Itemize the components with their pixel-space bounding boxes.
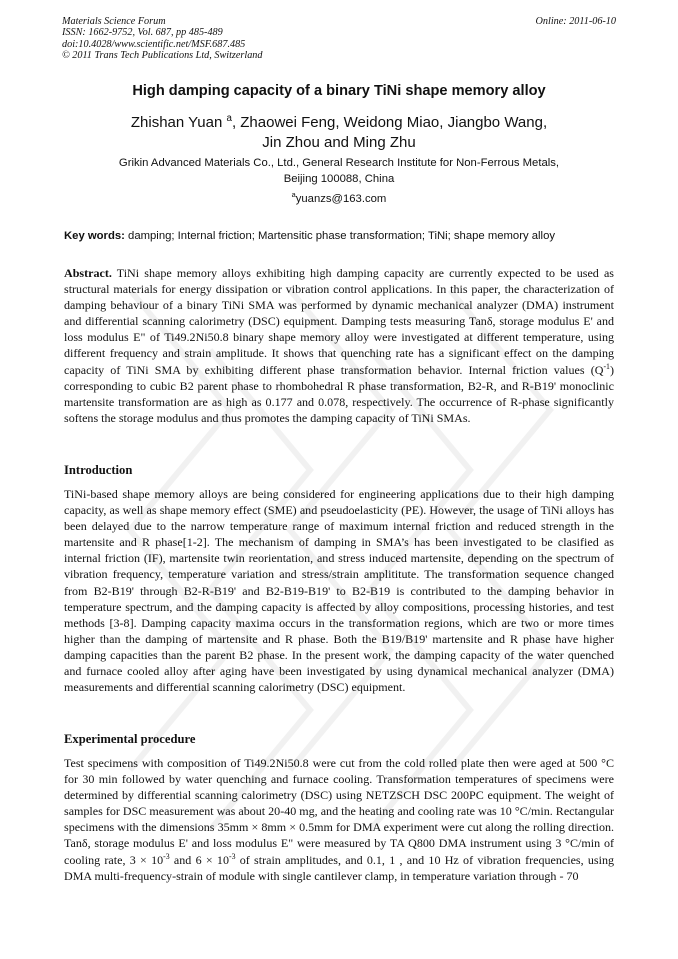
strain-exponent-1: -3 (163, 851, 170, 861)
author-marker: a (226, 113, 232, 124)
section-heading-experimental: Experimental procedure (64, 732, 196, 746)
online-date: Online: 2011-06-10 (535, 16, 616, 27)
experimental-text-1: Test specimens with composition of Ti49.2Ni50.8 were cut from the cold rolled plate then were aged at 500 °C for 30 min followed by water quenching and furnace cooling. Transformation temperatures of specimens were determined by differential scanning calorimetry (DSC) using NETZSCH DSC 200PC equipment. The weight of samples for DSC measurement was about 20-40 mg, and the heating and cooling rate was 10 °C/min. Rectangular specimens with the dimensions 35mm × 8mm × 0.5mm for DMA experiment were cut along the rolling direction. Tanδ, storage modulus E' and loss modulus E" were measured by TA Q800 DMA instrument using 3 °C/min of cooling rate, 3 × 10 (64, 756, 614, 867)
experimental-text-3: of strain amplitudes, and 0.1, 1 , and 10 Hz of vibration frequencies, using DMA multi-frequency-strain of module with single cantilever clamp, in temperature variation through - 70 (64, 852, 614, 883)
introduction-paragraph: TiNi-based shape memory alloys are being considered for engineering applications due to their high damping capacity, as well as shape memory effect (SME) and pseudoelasticity (PE). However, the usage of TiNi alloys has been delayed due to the narrow temperature range of maximum internal friction and reduced strength in the martensite and R phase[1-2]. The mechanism of damping in SMA’s has been investigated to be clasified as internal friction (IF), martensite twin reorientation, and stress induced martensite, depending on the spectrum of vibration frequency, temperature variation and stress/strain amplititute. The transformation sequence changed from B2-B19' through B2-R-B19' and B2-B19-B19' to B2-B19 is contributed to the damping behavior in temperature spectrum, and the damping capacity is affected by alloy compositions, processing histories, and test methods [3-8]. Damping capacity maxima occurs in the transformation regions, which are two or more times higher than the damping of martensite and R phase. Both the B19/B19' martensite and R phase have higher damping capacities than the parent B2 phase. In the present work, the damping capacity of the water quenched and furnace cooled alloy after aging have been investigated by using dynamical mechanical analyzer (DMA) measurements and differential scanning calorimetry (DSC) equipment. (64, 487, 614, 695)
affiliation-line-2: Beijing 100088, China (283, 172, 395, 185)
section-heading-introduction: Introduction (64, 463, 133, 477)
keywords (64, 229, 624, 244)
author-rest: , Zhaowei Feng, Weidong Miao, Jiangbo Wang, (231, 114, 548, 131)
author-first: Zhishan Yuan (130, 114, 227, 131)
keywords-label: Key words: (64, 230, 125, 242)
experimental-paragraph (64, 755, 614, 884)
abstract (64, 265, 614, 426)
abstract-text-2: ) corresponding to cubic B2 parent phase to rhombohedral R phase transformation, B2-R, and R-B19' monoclinic martensite transformation are as high as 0.177 and 0.078, respectively. The occurrence of R-phase significantly softens the storage modulus and thus promotes the damping capacity of TiNi SMAs. (64, 362, 614, 425)
abstract-label: Abstract. (64, 266, 112, 280)
experimental-text-2: and 6 × 10 (169, 852, 229, 867)
journal-name: Materials Science Forum (62, 16, 166, 27)
author-email (60, 191, 618, 207)
copyright-line: © 2011 Trans Tech Publications Ltd, Switzerland (62, 49, 263, 61)
paper-title: High damping capacity of a binary TiNi shape memory alloy (132, 83, 546, 99)
journal-meta (62, 16, 262, 61)
strain-exponent-2: -3 (228, 851, 236, 861)
issn-line: ISSN: 1662-9752, Vol. 687, pp 485-489 (62, 27, 223, 39)
abstract-text-1: TiNi shape memory alloys exhibiting high damping capacity are currently expected to be used as structural materials for energy dissipation or vibration control applications. In this paper, the characterization of damping behaviour of a binary TiNi SMA was performed by dynamic mechanical analyzer (DMA) instrument and differential scanning calorimetry (DSC) equipment. Damping tests measuring Tanδ, storage modulus E' and loss modulus E" of Ti49.2Ni50.8 binary shape memory alloy were investigated at different temperature, using different frequency and strain amplitude. It shows that quenching rate has a significant effect on the damping capacity of TiNi SMA by exhibiting different phase transformation behavior. Internal friction values (Q (64, 266, 614, 377)
affiliation (60, 156, 618, 187)
doi-line: doi:10.4028/www.scientific.net/MSF.687.485 (62, 38, 246, 50)
author-line-2: Jin Zhou and Ming Zhu (262, 134, 416, 151)
keywords-text: damping; Internal friction; Martensitic phase transformation; TiNi; shape memory alloy (124, 230, 555, 242)
author-line-1 (60, 113, 618, 133)
affiliation-line-1: Grikin Advanced Materials Co., Ltd., General Research Institute for Non-Ferrous Metals, (118, 157, 560, 169)
email-marker: a (291, 190, 296, 200)
author-list (60, 113, 618, 153)
q-inverse-exponent: -1 (603, 361, 610, 371)
email-address[interactable]: yuanzs@163.com (295, 193, 387, 205)
